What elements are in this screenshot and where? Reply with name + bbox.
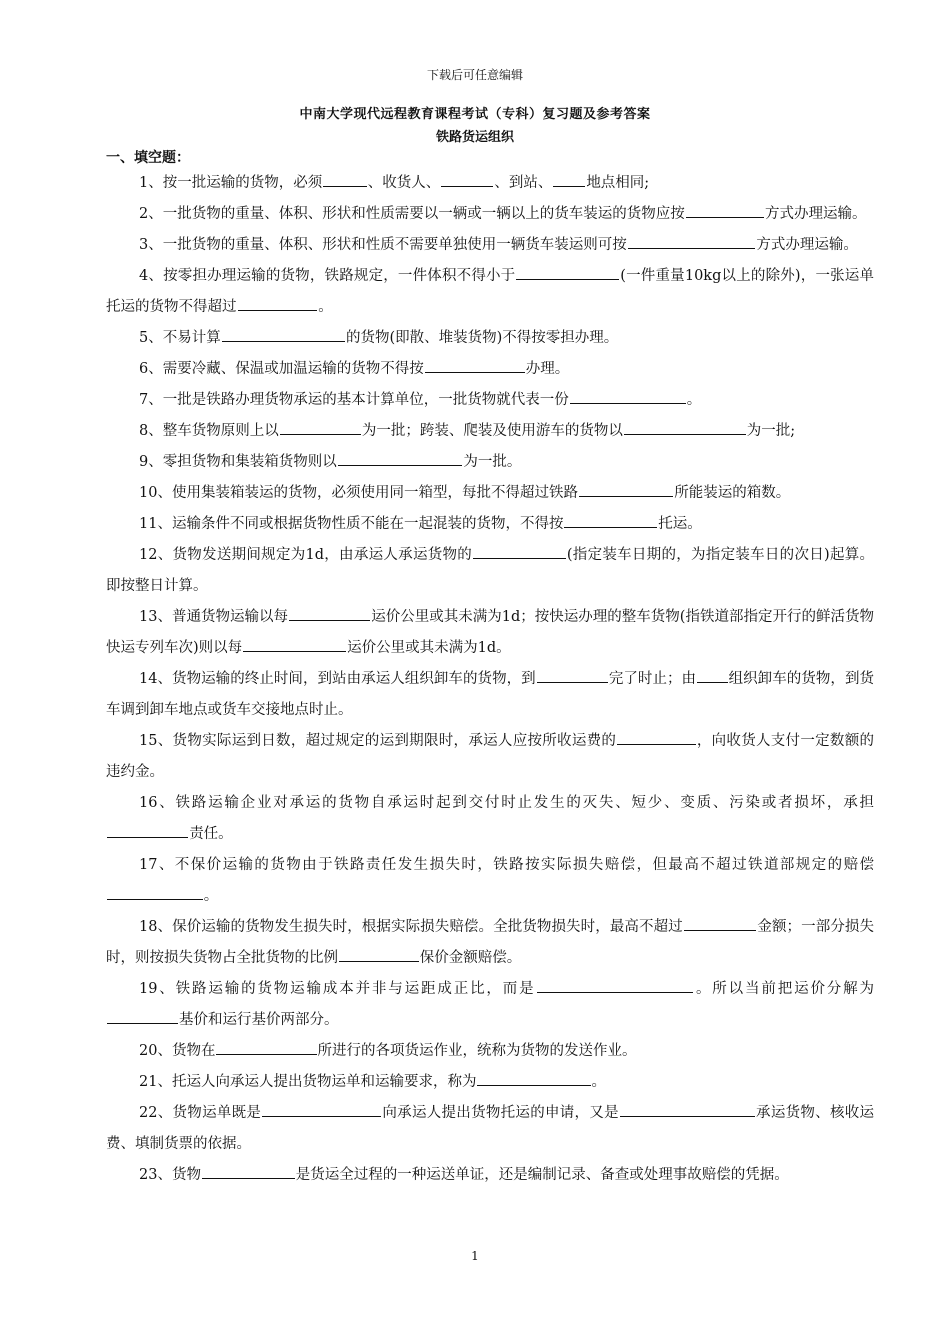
question-text: 方式办理运输。	[756, 237, 858, 253]
question-item	[106, 478, 874, 509]
page-number: 1	[471, 1249, 479, 1263]
question-text: 21、托运人向承运人提出货物运单和运输要求，称为	[139, 1074, 477, 1090]
answer-blank	[222, 326, 345, 342]
question-item	[106, 664, 874, 726]
answer-blank	[243, 636, 346, 652]
question-text: 8、整车货物原则上以	[139, 423, 279, 439]
answer-blank	[107, 822, 188, 838]
question-text: 的货物(即散、堆装货物)不得按零担办理。	[345, 330, 619, 346]
question-item	[106, 1098, 874, 1160]
question-item	[106, 1160, 874, 1191]
answer-blank	[697, 667, 727, 683]
question-item	[106, 168, 874, 199]
answer-blank	[628, 233, 756, 249]
question-item	[106, 323, 874, 354]
question-text: 。所以当前把运价分解为	[694, 981, 875, 997]
document-subtitle: 铁路货运组织	[435, 130, 514, 145]
section-heading: 一、填空题：	[106, 150, 190, 166]
question-text: (指定装车日期的，为指定装车日的次日)起算。 即按整日计算。	[106, 547, 874, 594]
question-text: 保价金额赔偿。	[419, 950, 522, 966]
answer-blank	[238, 295, 318, 311]
answer-blank	[537, 667, 608, 683]
question-item	[106, 230, 874, 261]
question-text: 7、一批是铁路办理货物承运的基本计算单位，一批货物就代表一份	[139, 392, 569, 408]
question-item	[106, 788, 874, 850]
answer-blank	[686, 202, 764, 218]
answer-blank	[624, 419, 746, 435]
question-text: 12、货物发送期间规定为1d，由承运人承运货物的	[139, 547, 473, 563]
question-text: 办理。	[525, 361, 570, 377]
question-text: 为一批。	[463, 454, 522, 470]
question-text: 责任。	[189, 826, 233, 842]
question-text: 23、货物	[139, 1167, 201, 1183]
question-text: 19、铁路运输的货物运输成本并非与运距成正比，而是	[139, 981, 536, 997]
question-text: 20、货物在	[139, 1043, 216, 1059]
answer-blank	[262, 1101, 381, 1117]
question-item	[106, 416, 874, 447]
question-text: 为一批；跨装、爬装及使用游车的货物以	[361, 423, 623, 439]
question-list	[106, 168, 874, 1191]
question-text: 。	[318, 299, 333, 315]
question-text: 所能装运的箱数。	[674, 485, 791, 501]
question-item	[106, 385, 874, 416]
question-text: 9、零担货物和集装箱货物则以	[139, 454, 337, 470]
question-text: 6、需要冷藏、保温或加温运输的货物不得按	[139, 361, 424, 377]
answer-blank	[216, 1039, 316, 1055]
header-note: 下载后可任意编辑	[426, 68, 523, 82]
answer-blank	[477, 1070, 590, 1086]
question-text: 是货运全过程的一种运送单证，还是编制记录、备查或处理事故赔偿的凭据。	[295, 1167, 789, 1183]
answer-blank	[684, 915, 757, 931]
question-text: 。	[203, 888, 219, 904]
question-text: 11、运输条件不同或根据货物性质不能在一起混装的货物，不得按	[139, 516, 564, 532]
question-item	[106, 726, 874, 788]
answer-blank	[338, 450, 463, 466]
question-text: ，向收货人支付一定数额的违约金。	[106, 733, 875, 780]
question-item	[106, 1036, 874, 1067]
answer-blank	[425, 357, 525, 373]
answer-blank	[323, 171, 367, 187]
question-text: 。	[686, 392, 702, 408]
question-item	[106, 974, 874, 1036]
question-item	[106, 354, 874, 385]
answer-blank	[617, 729, 695, 745]
question-text: 组织卸车的货物，到货车调到卸车地点或货车交接地点时止。	[106, 671, 874, 718]
question-text: 承运货物、核收运费、填制货票的依据。	[106, 1105, 875, 1152]
question-text: 所进行的各项货运作业，统称为货物的发送作业。	[317, 1043, 637, 1059]
question-text: 、收货人、	[367, 175, 441, 191]
answer-blank	[441, 171, 493, 187]
question-text: 、到站、	[494, 175, 553, 191]
question-text: 3、一批货物的重量、体积、形状和性质不需要单独使用一辆货车装运则可按	[139, 237, 627, 253]
question-text: 地点相同;	[586, 175, 650, 191]
question-text: 1、按一批运输的货物，必须	[139, 175, 323, 191]
answer-blank	[473, 543, 566, 559]
question-item	[106, 912, 874, 974]
question-item	[106, 261, 874, 323]
answer-blank	[289, 605, 370, 621]
question-text: 。	[591, 1074, 607, 1090]
answer-blank	[339, 946, 419, 962]
question-text: 2、一批货物的重量、体积、形状和性质需要以一辆或一辆以上的货车装运的货物应按	[139, 206, 685, 222]
question-text: 5、不易计算	[139, 330, 221, 346]
question-text: 22、货物运单既是	[139, 1105, 262, 1121]
question-text: 运价公里或其未满为1d；按快运办理的整车货物(指铁道部指定开行的鲜活货物快运专列车次)则以每	[106, 609, 874, 656]
question-text: 13、普通货物运输以每	[139, 609, 288, 625]
question-text: 向承运人提出货物托运的申请，又是	[382, 1105, 619, 1121]
question-text: 16、铁路运输企业对承运的货物自承运时起到交付时止发生的灭失、短少、变质、污染或者损坏，承担	[139, 795, 874, 811]
answer-blank	[537, 977, 694, 993]
answer-blank	[516, 264, 619, 280]
question-text: 17、不保价运输的货物由于铁路责任发生损失时，铁路按实际损失赔偿，但最高不超过铁道部规定的赔偿	[139, 857, 874, 873]
question-item	[106, 540, 874, 602]
question-text: (一件重量10kg以上的除外)，一张运单托运的货物不得超过	[106, 268, 874, 315]
question-text: 为一批;	[746, 423, 796, 439]
question-item	[106, 602, 874, 664]
document-title: 中南大学现代远程教育课程考试（专科）复习题及参考答案	[299, 107, 651, 122]
answer-blank	[570, 388, 686, 404]
answer-blank	[202, 1163, 295, 1179]
question-item	[106, 199, 874, 230]
question-text: 18、保价运输的货物发生损失时，根据实际损失赔偿。全批货物损失时，最高不超过	[139, 919, 683, 935]
answer-blank	[579, 481, 673, 497]
answer-blank	[107, 884, 203, 900]
question-text: 15、货物实际运到日数，超过规定的运到期限时，承运人应按所收运费的	[139, 733, 617, 749]
question-text: 完了时止；由	[608, 671, 697, 687]
question-text: 方式办理运输。	[765, 206, 867, 222]
question-item	[106, 1067, 874, 1098]
answer-blank	[564, 512, 657, 528]
question-text: 运价公里或其未满为1d。	[347, 640, 511, 656]
answer-blank	[553, 171, 585, 187]
question-item	[106, 850, 874, 912]
question-text: 10、使用集装箱装运的货物，必须使用同一箱型，每批不得超过铁路	[139, 485, 578, 501]
question-text: 托运。	[658, 516, 702, 532]
question-text: 金额；一部分损失时，则按损失货物占全批货物的比例	[106, 919, 875, 966]
question-item	[106, 447, 874, 478]
question-item	[106, 509, 874, 540]
answer-blank	[107, 1008, 178, 1024]
question-text: 14、货物运输的终止时间，到站由承运人组织卸车的货物，到	[139, 671, 536, 687]
question-text: 4、按零担办理运输的货物，铁路规定，一件体积不得小于	[139, 268, 516, 284]
answer-blank	[620, 1101, 755, 1117]
answer-blank	[280, 419, 361, 435]
question-text: 基价和运行基价两部分。	[179, 1012, 339, 1028]
